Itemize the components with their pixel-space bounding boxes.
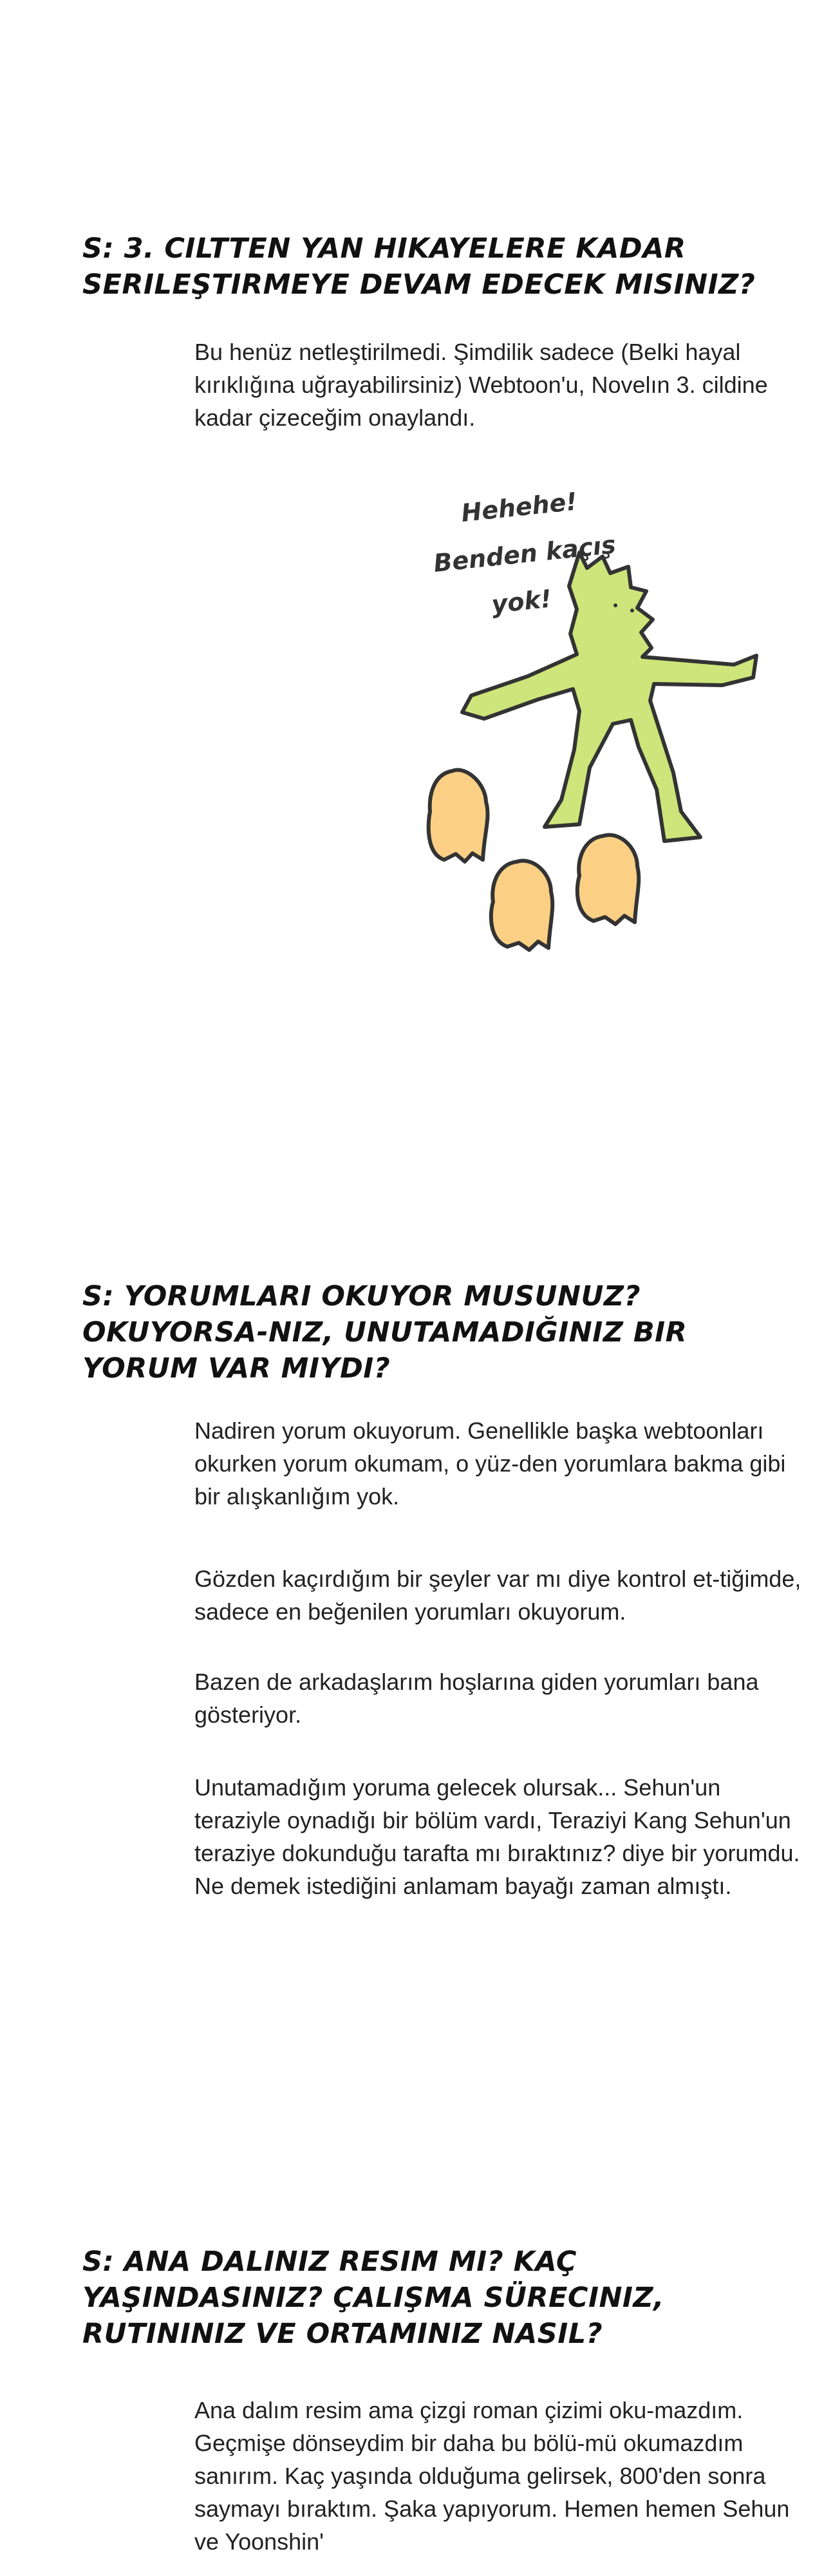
ghost-middle: [491, 861, 552, 950]
answer-paragraph: Ana dalım resim ama çizgi roman çizimi oku-mazdım. Geçmişe dönseydim bir daha bu bölü-mü okumazdım sanırım. Kaç yaşında olduğuma gelirsek, 800'den sonra saymayı bıraktım. Şaka yapıyorum. Hemen hemen Sehun ve Yoonshin': [194, 2397, 790, 2555]
ghost-creatures: [429, 770, 639, 950]
speech-line: yok!: [490, 584, 553, 619]
answer-paragraph: Nadiren yorum okuyorum. Genellikle başka webtoonları okurken yorum okumam, o yüz-den yorumlara bakma gibi bir alışkanlığım yok.: [194, 1417, 786, 1510]
answer-block: [194, 2394, 809, 2558]
question-heading: S: YORUMLARI OKUYOR MUSUNUZ? OKUYORSA-NIZ, UNUTAMADIĞINIZ BIR YORUM VAR MIYDI?: [82, 1280, 688, 1385]
ghost-left: [429, 770, 488, 862]
question-heading: S: ANA DALINIZ RESIM MI? KAÇ YAŞINDASINIZ? ÇALIŞMA SÜRECINIZ, RUTININIZ VE ORTAMINIZ NASIL?: [82, 2246, 664, 2350]
question-heading: S: 3. CILTTEN YAN HIKAYELERE KADAR SERILEŞTIRMEYE DEVAM EDECEK MISINIZ?: [82, 232, 756, 301]
answer-paragraph: Unutamadığım yoruma gelecek olursak... Sehun'un teraziyle oynadığı bir bölüm vardı, Teraziyi Kang Sehun'un teraziye dokunduğu tarafta mı bıraktınız? diye bir yorumdu. Ne demek istediğini anlamam bayağı zaman almıştı.: [194, 1774, 800, 1899]
answer-paragraph: Gözden kaçırdığım bir şeyler var mı diye kontrol et-tiğimde, sadece en beğenilen yorumları okuyorum.: [194, 1566, 801, 1625]
speech-line: Hehehe!: [460, 487, 579, 527]
answer-paragraph: Bu henüz netleştirilmedi. Şimdilik sadece (Belki hayal kırıklığına uğrayabilirsiniz) Webtoon'u, Novelın 3. cildine kadar çizeceğim onaylandı.: [194, 339, 768, 431]
comic-illustration: [386, 477, 772, 972]
answer-paragraph: Bazen de arkadaşlarım hoşlarına giden yorumları bana gösteriyor.: [194, 1669, 759, 1728]
answer-block: [194, 336, 809, 434]
ghost-right: [577, 835, 639, 924]
speech-line: Benden kaçış: [432, 530, 617, 578]
